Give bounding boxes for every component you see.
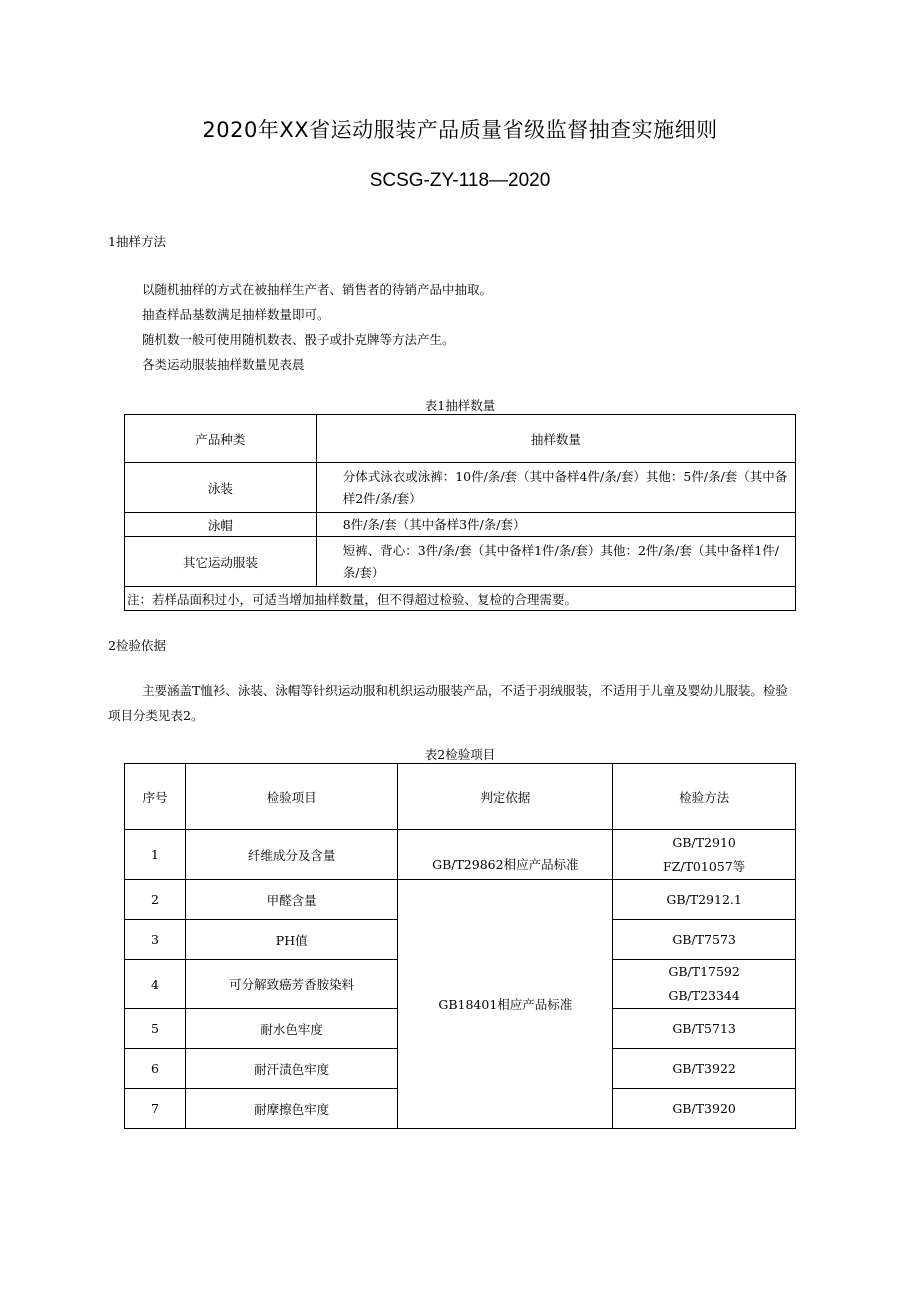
table-row <box>125 830 796 880</box>
table2-caption: 表2检验项目 <box>424 747 496 762</box>
paragraph: 主要涵盖T恤衫、泳装、泳帽等针织运动服和机织运动服装产品，不适于羽绒服装，不适用于儿童及婴幼儿服装。检验项目分类见表2。 <box>108 683 788 723</box>
item-cell: 甲醛含量 <box>185 880 398 920</box>
document-code: SCSG-ZY-118—2020 <box>369 170 551 191</box>
paragraph: 随机数一般可使用随机数表、骰子或扑克牌等方法产生。 <box>142 332 455 347</box>
header-cell: 检验方法 <box>613 764 796 830</box>
section-heading-basis: 2检验依据 <box>108 638 166 653</box>
method-cell: GB/T3920 <box>613 1089 796 1129</box>
table-row <box>125 463 796 513</box>
header-cell: 抽样数量 <box>316 415 795 463</box>
table-note-row <box>125 587 796 611</box>
header-cell: 检验项目 <box>185 764 398 830</box>
method-cell: GB/T5713 <box>613 1009 796 1049</box>
header-cell: 判定依据 <box>398 764 613 830</box>
method-line: GB/T2910 <box>672 834 736 850</box>
table-row <box>125 880 796 920</box>
paragraph: 抽查样品基数满足抽样数量即可。 <box>142 307 330 322</box>
number-cell: 1 <box>125 830 186 880</box>
table-row <box>125 537 796 587</box>
header-cell: 序号 <box>125 764 186 830</box>
header-cell: 产品种类 <box>125 415 317 463</box>
number-cell: 4 <box>125 960 186 1009</box>
item-cell: 耐水色牢度 <box>185 1009 398 1049</box>
method-cell <box>613 960 796 1009</box>
quantity-cell: 分体式泳衣或泳裤：10件/条/套（其中备样4件/条/套）其他：5件/条/套（其中备样2件/条/套） <box>316 463 795 513</box>
number-cell: 3 <box>125 920 186 960</box>
table-header-row <box>125 415 796 463</box>
item-cell: PH值 <box>185 920 398 960</box>
table-note: 注：若样品面积过小，可适当增加抽样数量，但不得超过检验、复检的合理需要。 <box>125 587 796 611</box>
category-cell: 泳装 <box>125 463 317 513</box>
category-cell: 泳帽 <box>125 513 317 537</box>
method-line: GB/T23344 <box>668 988 740 1003</box>
paragraph: 以随机抽样的方式在被抽样生产者、销售者的待销产品中抽取。 <box>142 282 493 297</box>
section-heading-sampling: 1抽样方法 <box>108 234 166 249</box>
document-title: 2020年XX省运动服装产品质量省级监督抽查实施细则 <box>202 118 718 142</box>
method-line: GB/T17592 <box>668 964 740 979</box>
method-cell: GB/T7573 <box>613 920 796 960</box>
method-cell: GB/T3922 <box>613 1049 796 1089</box>
item-cell: 耐摩擦色牢度 <box>185 1089 398 1129</box>
number-cell: 2 <box>125 880 186 920</box>
inspection-items-table <box>124 763 796 1129</box>
method-cell: GB/T2912.1 <box>613 880 796 920</box>
table1-caption: 表1抽样数量 <box>424 398 496 413</box>
basis-cell: GB18401相应产品标准 <box>398 880 613 1129</box>
item-cell: 耐汗渍色牢度 <box>185 1049 398 1089</box>
basis-cell: GB/T29862相应产品标准 <box>398 830 613 880</box>
quantity-cell: 短裤、背心：3件/条/套（其中备样1件/条/套）其他：2件/条/套（其中备样1件/条/套） <box>316 537 795 587</box>
paragraph: 各类运动服装抽样数量见表晨 <box>142 357 305 372</box>
method-cell <box>613 830 796 880</box>
basis-paragraph <box>108 678 798 728</box>
method-line: FZ/T01057等 <box>663 858 746 874</box>
number-cell: 7 <box>125 1089 186 1129</box>
sampling-paragraphs <box>108 277 798 377</box>
item-cell: 纤维成分及含量 <box>185 830 398 880</box>
table-row <box>125 513 796 537</box>
number-cell: 6 <box>125 1049 186 1089</box>
sampling-quantity-table <box>124 414 796 611</box>
item-cell: 可分解致癌芳香胺染料 <box>185 960 398 1009</box>
quantity-cell: 8件/条/套（其中备样3件/条/套） <box>316 513 795 537</box>
category-cell: 其它运动服装 <box>125 537 317 587</box>
table-header-row <box>125 764 796 830</box>
number-cell: 5 <box>125 1009 186 1049</box>
